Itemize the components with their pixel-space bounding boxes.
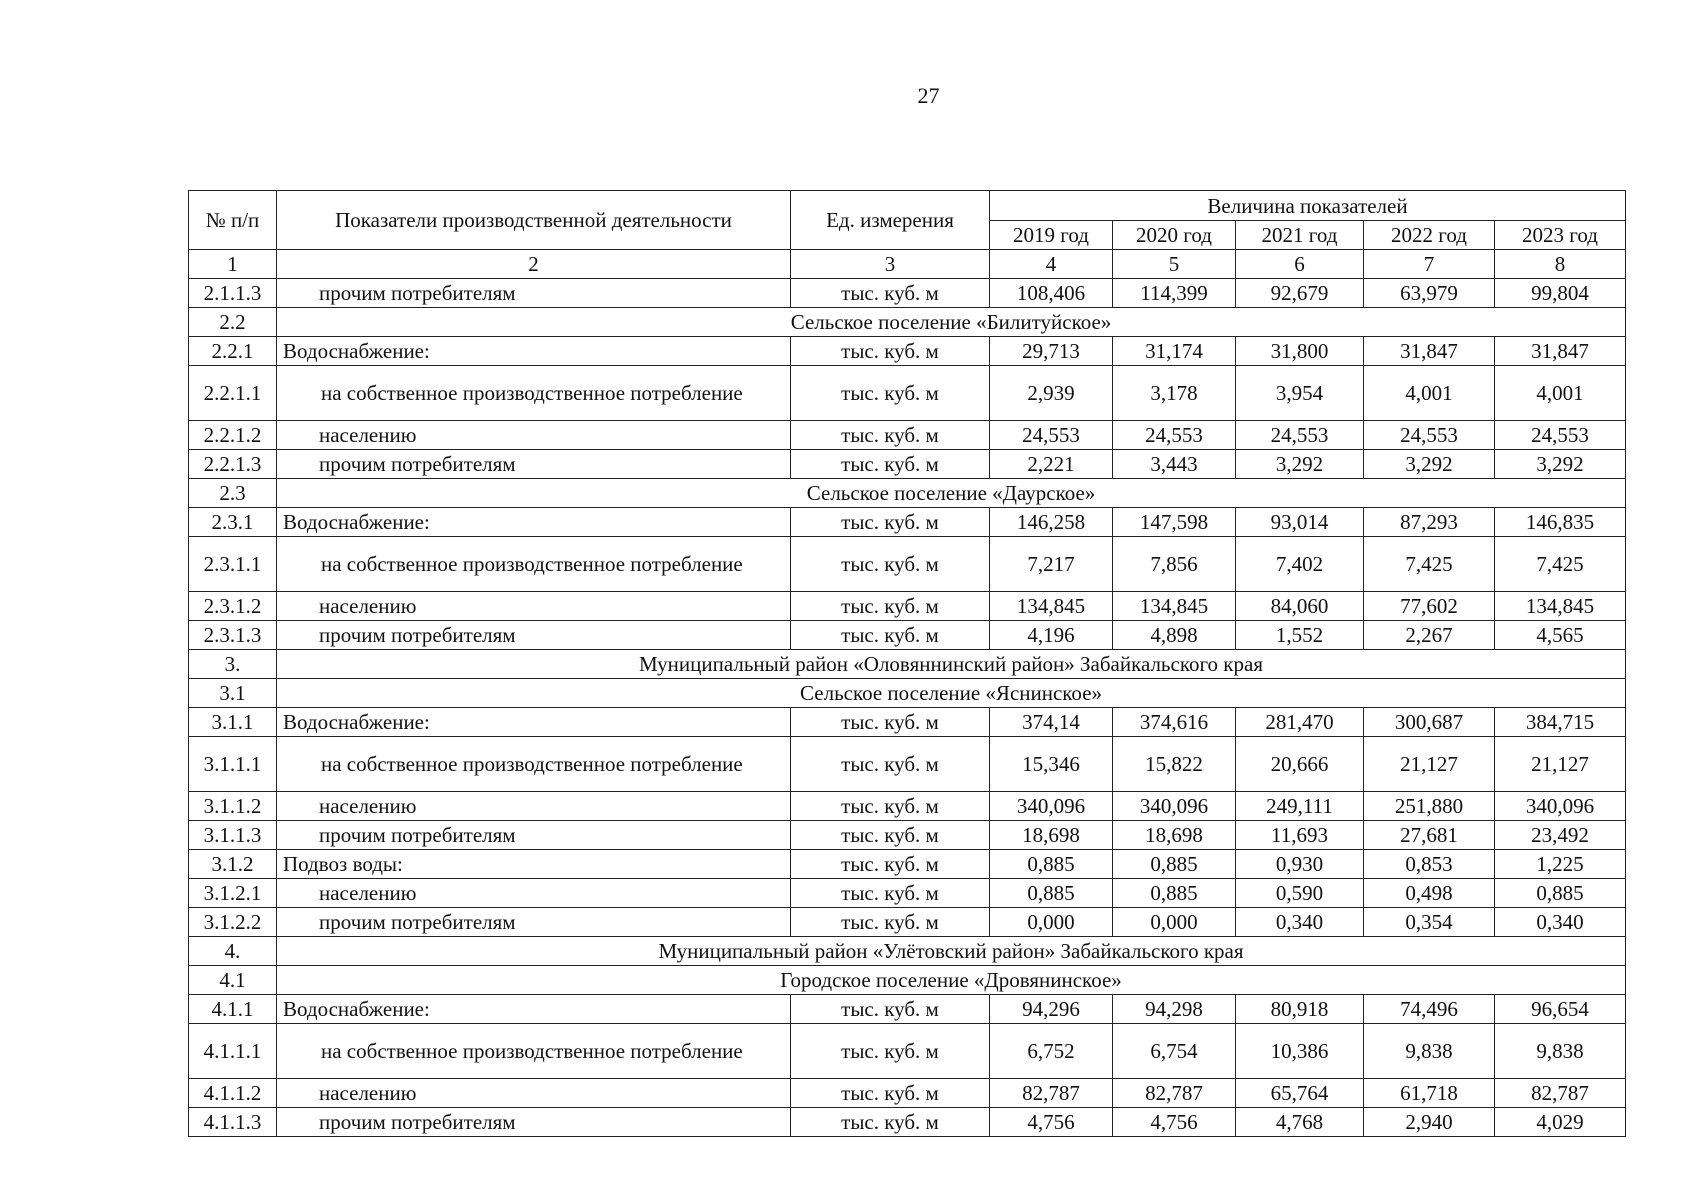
value-cell: 0,930 (1236, 850, 1364, 879)
value-cell: 251,880 (1364, 792, 1495, 821)
value-cell: 0,340 (1495, 908, 1626, 937)
unit-cell: тыс. куб. м (791, 279, 990, 308)
unit-cell: тыс. куб. м (791, 1024, 990, 1079)
table-row (189, 508, 1626, 537)
value-cell: 0,885 (1113, 879, 1236, 908)
value-cell: 7,856 (1113, 537, 1236, 592)
value-cell: 2,940 (1364, 1108, 1495, 1137)
row-number: 2.3.1 (189, 508, 277, 537)
row-number: 3.1.1.1 (189, 737, 277, 792)
table-row (189, 792, 1626, 821)
unit-cell: тыс. куб. м (791, 708, 990, 737)
section-row (189, 937, 1626, 966)
table-row (189, 537, 1626, 592)
section-title: Сельское поселение «Даурское» (277, 479, 1626, 508)
value-cell: 4,196 (990, 621, 1113, 650)
value-cell: 94,298 (1113, 995, 1236, 1024)
row-number: 3.1.2.2 (189, 908, 277, 937)
value-cell: 3,443 (1113, 450, 1236, 479)
table-row (189, 592, 1626, 621)
row-number: 3. (189, 650, 277, 679)
value-cell: 24,553 (990, 421, 1113, 450)
table-row (189, 621, 1626, 650)
indicator-name: на собственное производственное потребление (277, 737, 791, 792)
value-cell: 31,800 (1236, 337, 1364, 366)
value-cell: 24,553 (1236, 421, 1364, 450)
row-number: 3.1.1 (189, 708, 277, 737)
section-title: Городское поселение «Дровянинское» (277, 966, 1626, 995)
value-cell: 92,679 (1236, 279, 1364, 308)
value-cell: 3,292 (1364, 450, 1495, 479)
unit-cell: тыс. куб. м (791, 821, 990, 850)
row-number: 4.1 (189, 966, 277, 995)
unit-cell: тыс. куб. м (791, 1079, 990, 1108)
unit-cell: тыс. куб. м (791, 792, 990, 821)
value-cell: 340,096 (990, 792, 1113, 821)
value-cell: 80,918 (1236, 995, 1364, 1024)
value-cell: 7,425 (1364, 537, 1495, 592)
value-cell: 15,822 (1113, 737, 1236, 792)
header-year: 2022 год (1364, 221, 1495, 250)
value-cell: 65,764 (1236, 1079, 1364, 1108)
page-number: 27 (917, 83, 940, 108)
value-cell: 340,096 (1495, 792, 1626, 821)
value-cell: 18,698 (990, 821, 1113, 850)
indicator-name: населению (277, 421, 791, 450)
value-cell: 3,292 (1236, 450, 1364, 479)
value-cell: 6,754 (1113, 1024, 1236, 1079)
value-cell: 4,001 (1364, 366, 1495, 421)
value-cell: 24,553 (1113, 421, 1236, 450)
column-number: 8 (1495, 250, 1626, 279)
row-number: 2.2.1.2 (189, 421, 277, 450)
value-cell: 4,029 (1495, 1108, 1626, 1137)
unit-cell: тыс. куб. м (791, 450, 990, 479)
section-row (189, 966, 1626, 995)
header-unit: Ед. измерения (791, 191, 990, 250)
row-number: 2.3 (189, 479, 277, 508)
unit-cell: тыс. куб. м (791, 621, 990, 650)
section-row (189, 479, 1626, 508)
value-cell: 3,178 (1113, 366, 1236, 421)
table-row (189, 850, 1626, 879)
section-row (189, 308, 1626, 337)
value-cell: 0,590 (1236, 879, 1364, 908)
indicator-name: Водоснабжение: (277, 337, 791, 366)
row-number: 2.1.1.3 (189, 279, 277, 308)
unit-cell: тыс. куб. м (791, 1108, 990, 1137)
value-cell: 2,221 (990, 450, 1113, 479)
value-cell: 9,838 (1495, 1024, 1626, 1079)
row-number: 4.1.1.3 (189, 1108, 277, 1137)
table-row (189, 1024, 1626, 1079)
value-cell: 24,553 (1495, 421, 1626, 450)
value-cell: 4,898 (1113, 621, 1236, 650)
indicator-name: населению (277, 879, 791, 908)
row-number: 2.2.1.1 (189, 366, 277, 421)
value-cell: 87,293 (1364, 508, 1495, 537)
column-number: 5 (1113, 250, 1236, 279)
value-cell: 4,001 (1495, 366, 1626, 421)
value-cell: 300,687 (1364, 708, 1495, 737)
table-row (189, 337, 1626, 366)
indicator-name: прочим потребителям (277, 450, 791, 479)
value-cell: 2,267 (1364, 621, 1495, 650)
value-cell: 4,565 (1495, 621, 1626, 650)
value-cell: 82,787 (1495, 1079, 1626, 1108)
value-cell: 114,399 (1113, 279, 1236, 308)
indicator-name: Водоснабжение: (277, 508, 791, 537)
header-values-group: Величина показателей (990, 191, 1626, 221)
value-cell: 4,768 (1236, 1108, 1364, 1137)
row-number: 2.3.1.2 (189, 592, 277, 621)
section-title: Муниципальный район «Оловяннинский район» Забайкальского края (277, 650, 1626, 679)
value-cell: 0,354 (1364, 908, 1495, 937)
value-cell: 7,217 (990, 537, 1113, 592)
row-number: 3.1.1.2 (189, 792, 277, 821)
column-number: 2 (277, 250, 791, 279)
indicator-name: Водоснабжение: (277, 708, 791, 737)
value-cell: 7,425 (1495, 537, 1626, 592)
indicator-name: прочим потребителям (277, 1108, 791, 1137)
value-cell: 6,752 (990, 1024, 1113, 1079)
indicator-name: прочим потребителям (277, 821, 791, 850)
row-number: 3.1.2.1 (189, 879, 277, 908)
value-cell: 23,492 (1495, 821, 1626, 850)
indicator-name: на собственное производственное потребление (277, 366, 791, 421)
value-cell: 11,693 (1236, 821, 1364, 850)
row-number: 4.1.1 (189, 995, 277, 1024)
table-body (189, 250, 1626, 1137)
table-row (189, 1079, 1626, 1108)
row-number: 2.2.1 (189, 337, 277, 366)
section-row (189, 650, 1626, 679)
indicator-name: прочим потребителям (277, 621, 791, 650)
value-cell: 74,496 (1364, 995, 1495, 1024)
value-cell: 384,715 (1495, 708, 1626, 737)
value-cell: 82,787 (990, 1079, 1113, 1108)
value-cell: 281,470 (1236, 708, 1364, 737)
value-cell: 134,845 (1113, 592, 1236, 621)
row-number: 4. (189, 937, 277, 966)
unit-cell: тыс. куб. м (791, 850, 990, 879)
value-cell: 249,111 (1236, 792, 1364, 821)
unit-cell: тыс. куб. м (791, 366, 990, 421)
indicator-name: населению (277, 792, 791, 821)
row-number: 3.1 (189, 679, 277, 708)
value-cell: 20,666 (1236, 737, 1364, 792)
value-cell: 9,838 (1364, 1024, 1495, 1079)
indicator-name: на собственное производственное потребление (277, 537, 791, 592)
indicator-name: Водоснабжение: (277, 995, 791, 1024)
unit-cell: тыс. куб. м (791, 879, 990, 908)
header-year: 2019 год (990, 221, 1113, 250)
value-cell: 0,000 (990, 908, 1113, 937)
table-row (189, 708, 1626, 737)
value-cell: 99,804 (1495, 279, 1626, 308)
row-number: 2.2 (189, 308, 277, 337)
indicator-name: населению (277, 1079, 791, 1108)
value-cell: 0,340 (1236, 908, 1364, 937)
value-cell: 0,885 (990, 879, 1113, 908)
indicators-table (188, 190, 1626, 1137)
header-year: 2021 год (1236, 221, 1364, 250)
value-cell: 93,014 (1236, 508, 1364, 537)
value-cell: 374,616 (1113, 708, 1236, 737)
unit-cell: тыс. куб. м (791, 995, 990, 1024)
indicator-name: Подвоз воды: (277, 850, 791, 879)
value-cell: 24,553 (1364, 421, 1495, 450)
value-cell: 94,296 (990, 995, 1113, 1024)
column-numbers-row (189, 250, 1626, 279)
value-cell: 18,698 (1113, 821, 1236, 850)
header-indicator: Показатели производственной деятельности (277, 191, 791, 250)
unit-cell: тыс. куб. м (791, 908, 990, 937)
table-row (189, 737, 1626, 792)
section-row (189, 679, 1626, 708)
header-year: 2023 год (1495, 221, 1626, 250)
unit-cell: тыс. куб. м (791, 337, 990, 366)
value-cell: 374,14 (990, 708, 1113, 737)
value-cell: 96,654 (1495, 995, 1626, 1024)
table-row (189, 995, 1626, 1024)
column-number: 7 (1364, 250, 1495, 279)
table-header (189, 191, 1626, 250)
value-cell: 146,258 (990, 508, 1113, 537)
row-number: 2.3.1.3 (189, 621, 277, 650)
value-cell: 31,847 (1364, 337, 1495, 366)
table-row (189, 908, 1626, 937)
table-row (189, 450, 1626, 479)
unit-cell: тыс. куб. м (791, 537, 990, 592)
indicator-name: населению (277, 592, 791, 621)
value-cell: 3,292 (1495, 450, 1626, 479)
value-cell: 2,939 (990, 366, 1113, 421)
column-number: 3 (791, 250, 990, 279)
row-number: 4.1.1.2 (189, 1079, 277, 1108)
value-cell: 7,402 (1236, 537, 1364, 592)
value-cell: 108,406 (990, 279, 1113, 308)
unit-cell: тыс. куб. м (791, 508, 990, 537)
value-cell: 10,386 (1236, 1024, 1364, 1079)
value-cell: 21,127 (1364, 737, 1495, 792)
value-cell: 63,979 (1364, 279, 1495, 308)
value-cell: 0,885 (990, 850, 1113, 879)
value-cell: 0,885 (1495, 879, 1626, 908)
value-cell: 4,756 (1113, 1108, 1236, 1137)
row-number: 2.3.1.1 (189, 537, 277, 592)
value-cell: 1,552 (1236, 621, 1364, 650)
indicator-name: прочим потребителям (277, 279, 791, 308)
column-number: 1 (189, 250, 277, 279)
section-title: Сельское поселение «Яснинское» (277, 679, 1626, 708)
value-cell: 82,787 (1113, 1079, 1236, 1108)
value-cell: 134,845 (990, 592, 1113, 621)
row-number: 3.1.2 (189, 850, 277, 879)
row-number: 4.1.1.1 (189, 1024, 277, 1079)
value-cell: 147,598 (1113, 508, 1236, 537)
table-row (189, 421, 1626, 450)
column-number: 4 (990, 250, 1113, 279)
value-cell: 77,602 (1364, 592, 1495, 621)
table-row (189, 1108, 1626, 1137)
header-year: 2020 год (1113, 221, 1236, 250)
value-cell: 27,681 (1364, 821, 1495, 850)
value-cell: 29,713 (990, 337, 1113, 366)
value-cell: 3,954 (1236, 366, 1364, 421)
value-cell: 134,845 (1495, 592, 1626, 621)
unit-cell: тыс. куб. м (791, 592, 990, 621)
value-cell: 31,174 (1113, 337, 1236, 366)
value-cell: 340,096 (1113, 792, 1236, 821)
section-title: Сельское поселение «Билитуйское» (277, 308, 1626, 337)
section-title: Муниципальный район «Улётовский район» Забайкальского края (277, 937, 1626, 966)
table-row (189, 879, 1626, 908)
row-number: 3.1.1.3 (189, 821, 277, 850)
table-row (189, 279, 1626, 308)
indicator-name: прочим потребителям (277, 908, 791, 937)
table-row (189, 821, 1626, 850)
value-cell: 84,060 (1236, 592, 1364, 621)
value-cell: 0,000 (1113, 908, 1236, 937)
value-cell: 0,885 (1113, 850, 1236, 879)
value-cell: 0,498 (1364, 879, 1495, 908)
value-cell: 61,718 (1364, 1079, 1495, 1108)
value-cell: 0,853 (1364, 850, 1495, 879)
row-number: 2.2.1.3 (189, 450, 277, 479)
table-row (189, 366, 1626, 421)
value-cell: 31,847 (1495, 337, 1626, 366)
indicator-name: на собственное производственное потребление (277, 1024, 791, 1079)
value-cell: 146,835 (1495, 508, 1626, 537)
value-cell: 4,756 (990, 1108, 1113, 1137)
header-num: № п/п (189, 191, 277, 250)
value-cell: 1,225 (1495, 850, 1626, 879)
unit-cell: тыс. куб. м (791, 737, 990, 792)
unit-cell: тыс. куб. м (791, 421, 990, 450)
value-cell: 21,127 (1495, 737, 1626, 792)
value-cell: 15,346 (990, 737, 1113, 792)
column-number: 6 (1236, 250, 1364, 279)
